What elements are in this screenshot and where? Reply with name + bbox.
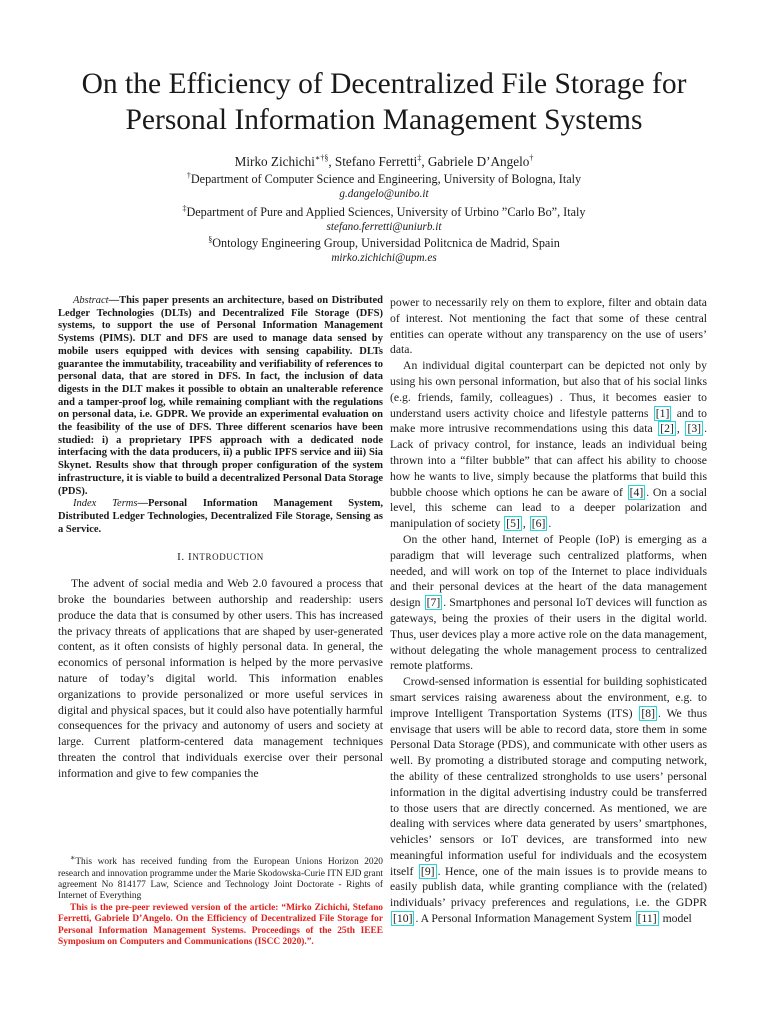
- text-run: . We thus envisage that users will be able to record data, store them in some Personal Data Storage (PDS), and communicate with other users as well. By promoting a distributed storage and computing network, the ability of these centralized strongholds to use users’ personal information in the digital advertising industry could be transferred to those users that are directly concerned. As mentioned, we are dealing with services where data generated by users’ smartphones, vehicles’ sensors or IoT devices, are transformed into new meaningful information useful for individuals and the ecosystem itself: [390, 706, 707, 878]
- affiliation-3-text: Ontology Engineering Group, Universidad Politcnica de Madrid, Spain: [212, 236, 560, 250]
- text-run: An individual digital counterpart can be depicted not only by using his own personal information, but also that of his social links (e.g. friends, family, colleagues) . Thus, it becomes easier to understand users activity choice and lifestyle patterns: [390, 359, 707, 420]
- section-first-letter: I: [188, 551, 193, 564]
- citation-link[interactable]: [10]: [393, 912, 413, 926]
- section-number: I.: [177, 551, 189, 564]
- affiliation-2-text: Department of Pure and Applied Sciences, University of Urbino ”Carlo Bo”, Italy: [186, 205, 586, 219]
- section-rest: NTRODUCTION: [192, 552, 264, 563]
- citation-link[interactable]: [11]: [637, 912, 657, 926]
- footnote-mark: ∗: [70, 853, 76, 862]
- author-list: [0, 153, 768, 170]
- title-line-2: Personal Information Management Systems: [125, 104, 643, 136]
- intro-paragraph: The advent of social media and Web 2.0 favoured a process that broke the boundaries between authorship and readership: users produce the data that is consumed by other users. This has increased the privacy threats of applications that are shaped by user-generated content, as it often consists of highly personal data. In general, the economics of personal information is helped by the more pervasive nature of today’s digital world. This information enables organizations to provide personalized or more useful services in digital and physical spaces, but it could also have potentially harmful consequences for the privacy and autonomy of users and society at large. Current platform-centered data management techniques threaten the control that individuals exercise over their personal information and give to few companies the: [58, 577, 383, 780]
- author-1: Mirko Zichichi: [234, 154, 315, 169]
- text-run: On the other hand, Internet of People (IoP) is emerging as a paradigm that will leverage such centralized platforms, when needed, and will work on top of the Internet to place individuals and their personal devices at the heart of the data management design: [390, 532, 707, 610]
- text-run: .: [548, 517, 552, 531]
- right-paragraph-4: [390, 674, 707, 927]
- text-run: . Hence, one of the main issues is to provide means to easily publish data, while granting compliance with the (related) individuals’ privacy preferences and regulations, i.e. the GDPR: [390, 864, 707, 910]
- index-terms-body: —Personal Information Management System, Distributed Ledger Technologies, Decentralized File Storage, Sensing as a Service.: [58, 498, 383, 535]
- title-line-1: On the Efficiency of Decentralized File Storage for: [81, 68, 687, 100]
- abstract-body: —This paper presents an architecture, based on Distributed Ledger Technologies (DLTs) and Decentralized File Storage (DFS) systems, to support the use of Personal Information Management Systems (PIMS). DLT and DFS are used to manage data sensed by mobile users equipped with devices with sensing capability. DLTs guarantee the immutability, traceability and verifiability of references to personal data, that are stored in DFS. In fact, the inclusion of data digests in the DLT makes it possible to obtain an unalterable reference and a tamper-proof log, while remaining compliant with the regulations on personal data, i.e. GDPR. We provide an experimental evaluation on the feasibility of the use of DFS. Three different scenarios have been studied: i) a proprietary IPFS approach with a dedicated node interfacing with the data producers, ii) a public IPFS service and iii) Sia Skynet. Results show that through proper configuration of the system infrastructure, it is viable to build a decentralized Personal Data Storage (PDS).: [58, 295, 383, 497]
- citation-link[interactable]: [6]: [531, 517, 546, 531]
- text-run: . On a social level, this scheme can lead to a deeper polarization and manipulation of society: [390, 485, 708, 531]
- citation-link[interactable]: [4]: [629, 485, 644, 499]
- abstract-lead: Abstract: [73, 295, 109, 306]
- citation-link[interactable]: [1]: [655, 406, 670, 420]
- text-run: and to make more intrusive recommendations using this data: [390, 406, 707, 436]
- text-run: . Smartphones and personal IoT devices will function as gateways, being the proxies of their users in the digital world. Thus, user devices play a more active role on the data management, without delegating the whole management process to centralized remote platforms.: [390, 596, 707, 673]
- affiliation-1-mark: †: [186, 170, 191, 180]
- affiliation-3-mark: §: [208, 234, 213, 244]
- affiliation-2: [0, 205, 768, 235]
- affiliation-1-text: Department of Computer Science and Engineering, University of Bologna, Italy: [190, 172, 582, 186]
- right-paragraph-1: power to necessarily rely on them to explore, filter and obtain data of interest. Not mentioning the fact that some of these central entities can operate without any transparency on the use of users’ data.: [390, 296, 707, 357]
- text-run: ,: [676, 422, 685, 436]
- section-heading: [58, 550, 383, 566]
- text-run: Crowd-sensed information is essential for building sophisticated smart services raising awareness about the environment, e.g. to improve Intelligent Transportation Systems (ITS): [390, 675, 707, 720]
- footnote-block: [58, 852, 383, 948]
- author-2: , Stefano Ferretti: [328, 154, 418, 169]
- citation-link[interactable]: [7]: [426, 596, 441, 610]
- text-run: . Lack of privacy control, for instance, leads an individual being thrown into a “filter bubble” that can affect his ability to choose how he wants to live, simply because the platforms that build this bubble choose which options he can be aware of: [390, 422, 707, 499]
- affiliation-2-email: stefano.ferretti@uniurb.it: [326, 221, 442, 233]
- author-1-marks: ∗†§: [314, 153, 329, 163]
- citation-link[interactable]: [2]: [660, 422, 674, 436]
- author-3-marks: †: [529, 153, 534, 163]
- affiliation-3: [0, 236, 768, 266]
- affiliation-1: [0, 172, 768, 202]
- text-run: . A Personal Information Management System: [415, 912, 635, 926]
- citation-link[interactable]: [9]: [420, 864, 435, 878]
- text-run: model: [659, 912, 692, 926]
- right-paragraph-3: [390, 532, 707, 674]
- left-column: [58, 295, 383, 782]
- right-column: [390, 295, 707, 927]
- citation-link[interactable]: [3]: [687, 422, 702, 436]
- index-terms: [58, 498, 383, 536]
- affiliation-3-email: mirko.zichichi@upm.es: [331, 252, 437, 264]
- author-3: , Gabriele D’Angelo: [421, 154, 530, 169]
- affiliation-1-email: g.dangelo@unibo.it: [339, 188, 429, 200]
- text-run: ,: [522, 517, 529, 531]
- footnote-text: This work has received funding from the European Unions Horizon 2020 research and innovation programme under the Marie Skodowska-Curie ITN EJD grant agreement No 814177 Law, Science and Technology Joint Doctorate - Rights of Internet of Everything: [58, 857, 383, 902]
- abstract: [58, 295, 383, 498]
- citation-link[interactable]: [5]: [506, 517, 520, 531]
- affiliation-2-mark: ‡: [182, 203, 187, 213]
- right-paragraph-2: [390, 358, 707, 532]
- preprint-notice: This is the pre-peer reviewed version of the article: “Mirko Zichichi, Stefano Ferretti, Gabriele D’Angelo. On the Efficiency of Decentralized File Storage for Personal Information Management Systems. Proceedings of the 25th IEEE Symposium on Computers and Communications (ISCC 2020).”.: [58, 902, 383, 947]
- author-2-marks: ‡: [417, 153, 422, 163]
- paper-title: [0, 66, 768, 138]
- index-terms-lead: Index Terms: [73, 498, 138, 510]
- citation-link[interactable]: [8]: [641, 706, 655, 720]
